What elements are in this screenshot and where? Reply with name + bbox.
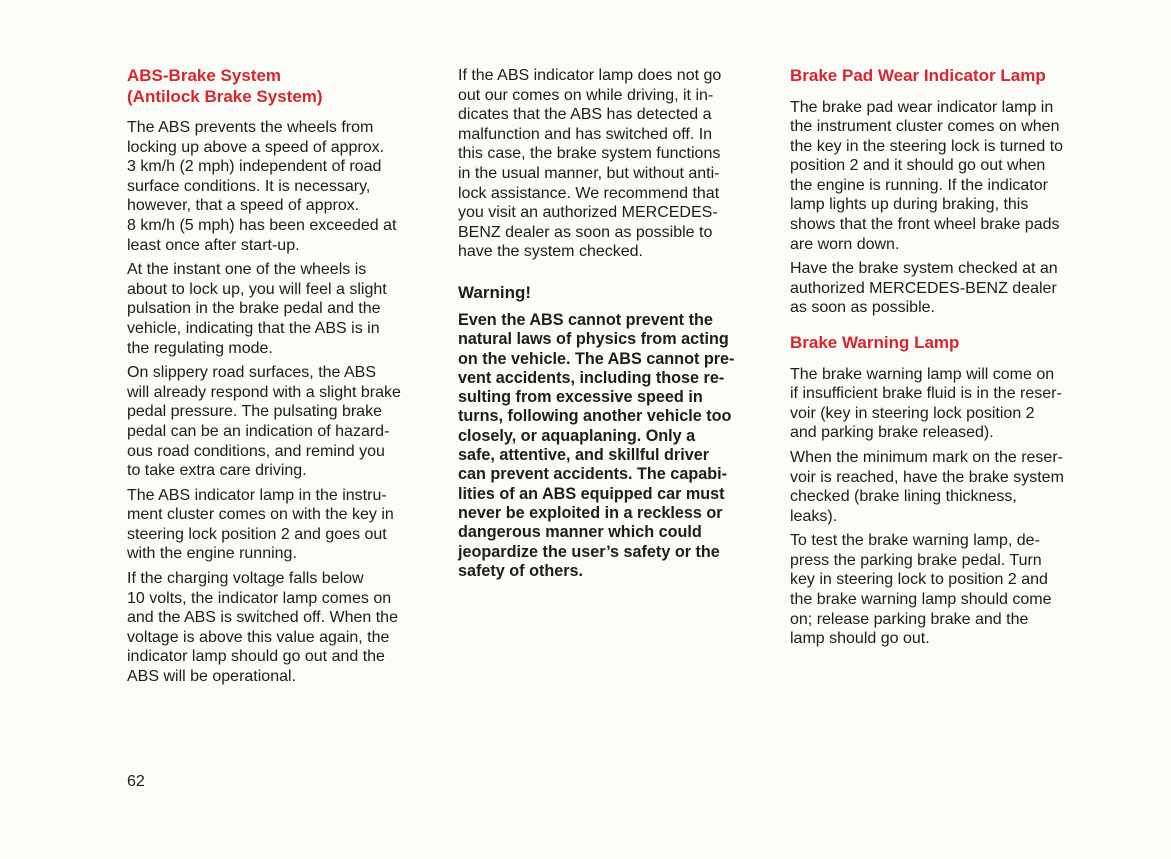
brake-warning-paragraph-line: on; release parking brake and the (790, 610, 1029, 628)
brake-warning-paragraph-line: if insufficient brake fluid is in the reser- (790, 385, 1062, 403)
brake-pad-paragraph-line: The brake pad wear indicator lamp in (790, 98, 1054, 116)
abs-paragraph-line: the regulating mode. (127, 339, 273, 357)
brake-warning-paragraph-line: press the parking brake pedal. Turn (790, 551, 1042, 569)
abs-continuation-paragraph-line: out our comes on while driving, it in- (458, 86, 714, 104)
brake-pad-paragraph-line: lamp lights up during braking, this (790, 196, 1029, 214)
abs-paragraph-line: will already respond with a slight brake (127, 383, 401, 401)
abs-paragraph (127, 118, 439, 255)
section-spacer (790, 323, 1095, 333)
abs-continuation-paragraph-line: dicates that the ABS has detected a (458, 106, 712, 124)
page-number: 62 (127, 773, 145, 790)
abs-paragraph-line: to take extra care driving. (127, 462, 307, 480)
abs-continuation-paragraph-line: lock assistance. We recommend that (458, 184, 720, 202)
abs-paragraph-line: pulsation in the brake pedal and the (127, 300, 381, 318)
brake-pad-paragraph-line: the key in the steering lock is turned to (790, 137, 1064, 155)
abs-paragraph-line: pedal can be an indication of hazard- (127, 422, 390, 440)
brake-pad-heading (790, 66, 1095, 87)
brake-warning-paragraph-line: When the minimum mark on the reser- (790, 448, 1063, 466)
abs-paragraph-line: The ABS indicator lamp in the instru- (127, 486, 387, 504)
abs-paragraph-line: ment cluster comes on with the key in (127, 506, 394, 524)
abs-paragraph (127, 363, 439, 481)
warning-text-line: can prevent accidents. The capabi- (458, 465, 727, 484)
brake-warning-paragraph-line: lamp should go out. (790, 630, 930, 648)
abs-paragraph-line: indicator lamp should go out and the (127, 648, 385, 666)
abs-paragraph-line: ABS will be operational. (127, 668, 296, 686)
column-left (127, 66, 439, 692)
abs-continuation-paragraph-line: this case, the brake system functions (458, 145, 721, 163)
abs-continuation-paragraph (458, 66, 764, 262)
brake-warning-heading (790, 333, 1095, 354)
warning-text-line: closely, or aquaplaning. Only a (458, 426, 696, 445)
abs-paragraph-line: voltage is above this value again, the (127, 628, 390, 646)
abs-paragraph-line: At the instant one of the wheels is (127, 261, 367, 279)
brake-pad-paragraph-line: Have the brake system checked at an (790, 260, 1058, 278)
abs-continuation-paragraph-line: If the ABS indicator lamp does not go (458, 67, 722, 84)
warning-text-line: sulting from excessive speed in (458, 388, 703, 407)
brake-pad-paragraph-line: the instrument cluster comes on when (790, 118, 1060, 136)
abs-paragraph-line: least once after start-up. (127, 236, 300, 254)
abs-continuation-paragraph-line: malfunction and has switched off. In (458, 125, 713, 143)
warning-text-line: jeopardize the user’s safety or the (458, 542, 720, 561)
warning-text-line: on the vehicle. The ABS cannot pre- (458, 349, 735, 368)
abs-paragraph (127, 486, 439, 564)
abs-paragraph-line: about to lock up, you will feel a slight (127, 280, 387, 298)
brake-pad-paragraph (790, 98, 1095, 255)
abs-heading (127, 66, 439, 107)
brake-warning-paragraph (790, 448, 1095, 526)
abs-paragraph-line: The ABS prevents the wheels from (127, 119, 374, 136)
abs-paragraph-line: If the charging voltage falls below (127, 570, 364, 588)
abs-paragraph (127, 569, 439, 687)
abs-paragraph-line: ous road conditions, and remind you (127, 442, 385, 460)
abs-heading-line: ABS-Brake System (127, 66, 282, 85)
brake-pad-heading-line: Brake Pad Wear Indicator Lamp (790, 66, 1046, 85)
abs-paragraph-line: locking up above a speed of approx. (127, 138, 385, 156)
warning-text (458, 311, 764, 581)
brake-warning-paragraph-line: the brake warning lamp should come (790, 591, 1052, 609)
warning-title: Warning! (458, 282, 532, 302)
abs-paragraph-line: pedal pressure. The pulsating brake (127, 403, 382, 421)
abs-paragraph-line: and the ABS is switched off. When the (127, 609, 398, 627)
brake-warning-paragraph-line: voir is reached, have the brake system (790, 468, 1064, 486)
brake-pad-paragraph (790, 259, 1095, 318)
warning-text-line: Even the ABS cannot prevent the (458, 310, 713, 329)
brake-pad-paragraph-line: as soon as possible. (790, 299, 935, 317)
abs-paragraph-line: On slippery road surfaces, the ABS (127, 364, 377, 382)
warning-text-line: dangerous manner which could (458, 523, 702, 542)
brake-warning-heading-line: Brake Warning Lamp (790, 333, 960, 353)
warning-text-line: natural laws of physics from acting (458, 330, 729, 349)
abs-paragraph-line: surface conditions. It is necessary, (127, 177, 371, 195)
abs-continuation-paragraph-line: you visit an authorized MERCEDES- (458, 204, 718, 222)
brake-pad-paragraph-line: authorized MERCEDES-BENZ dealer (790, 279, 1057, 297)
abs-paragraph-line: 8 km/h (5 mph) has been exceeded at (127, 216, 397, 234)
brake-warning-paragraph-line: leaks). (790, 507, 838, 525)
brake-warning-paragraph-line: To test the brake warning lamp, de- (790, 532, 1040, 550)
brake-pad-paragraph-line: position 2 and it should go out when (790, 157, 1046, 175)
warning-text-line: safe, attentive, and skillful driver (458, 446, 709, 465)
abs-continuation-paragraph-line: in the usual manner, but without anti- (458, 164, 720, 182)
section-spacer (458, 267, 764, 283)
brake-warning-paragraph-line: key in steering lock to position 2 and (790, 571, 1048, 589)
abs-paragraph-line: 3 km/h (2 mph) independent of road (127, 158, 382, 176)
warning-text-line: never be exploited in a reckless or (458, 503, 723, 522)
warning-text-line: turns, following another vehicle too (458, 407, 732, 426)
abs-heading-line: (Antilock Brake System) (127, 86, 323, 106)
abs-paragraph-line: steering lock position 2 and goes out (127, 525, 387, 543)
abs-paragraph-line: 10 volts, the indicator lamp comes on (127, 589, 392, 607)
abs-paragraph-line: with the engine running. (127, 545, 297, 563)
brake-warning-paragraph (790, 531, 1095, 649)
brake-warning-paragraph-line: The brake warning lamp will come on (790, 365, 1055, 383)
warning-text-line: vent accidents, including those re- (458, 368, 725, 387)
abs-paragraph-line: vehicle, indicating that the ABS is in (127, 319, 380, 337)
brake-warning-paragraph-line: and parking brake released). (790, 424, 994, 442)
brake-warning-paragraph-line: checked (brake lining thickness, (790, 488, 1017, 506)
warning-text-line: lities of an ABS equipped car must (458, 484, 725, 503)
warning-text-line: safety of others. (458, 561, 584, 580)
brake-pad-paragraph-line: the engine is running. If the indicator (790, 176, 1048, 194)
abs-continuation-paragraph-line: BENZ dealer as soon as possible to (458, 223, 713, 241)
abs-paragraph (127, 260, 439, 358)
abs-paragraph-line: however, that a speed of approx. (127, 197, 360, 215)
brake-pad-paragraph-line: shows that the front wheel brake pads (790, 216, 1060, 234)
brake-warning-paragraph (790, 365, 1095, 443)
column-right (790, 66, 1095, 654)
column-middle (458, 66, 764, 581)
brake-pad-paragraph-line: are worn down. (790, 235, 900, 253)
brake-warning-paragraph-line: voir (key in steering lock position 2 (790, 404, 1035, 422)
abs-continuation-paragraph-line: have the system checked. (458, 243, 643, 261)
